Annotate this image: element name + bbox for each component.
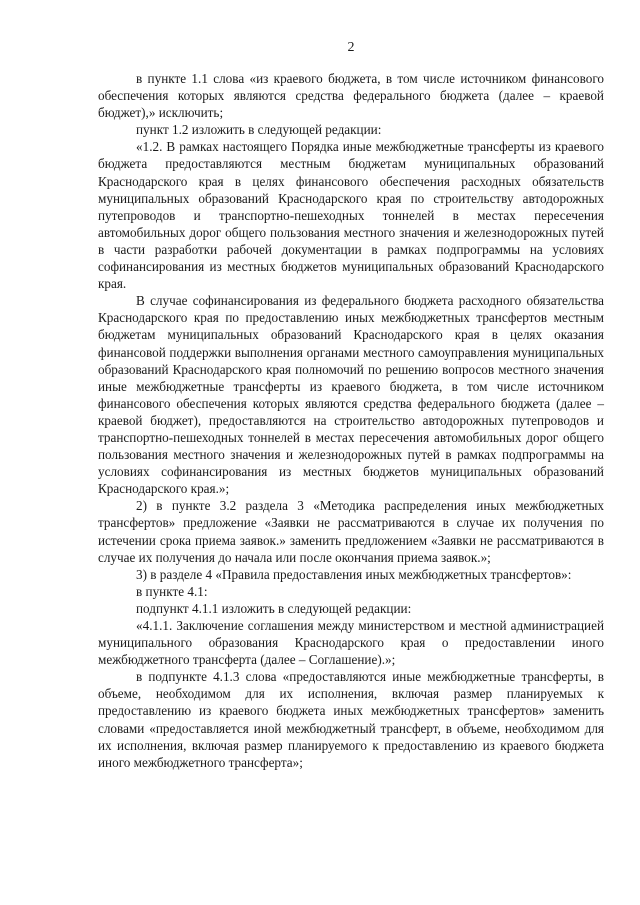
paragraph-subclause-4-1-3: в подпункте 4.1.3 слова «предоставляются иные межбюджетные трансферты, в объеме, необходимом для их исполнения, включая размер планируемых к предоставлению из краевого бюджета иных межбюджетных трансфертов» заменить словами «предоставляется иной межбюджетный трансферт, в объеме, необходимом для их исполнения, включая размер планируемого к предоставлению из краевого бюджета иного межбюджетного трансферта»; bbox=[98, 669, 604, 770]
paragraph-clause-1-2-text: «1.2. В рамках настоящего Порядка иные межбюджетные трансферты из краевого бюджета предоставляются местным бюджетам муниципальных образований Краснодарского края в целях финансового обеспечения расходных обязательств муниципальных образований Краснодарского края по строительству автодорожных путепроводов и транспортно-пешеходных тоннелей в местах пересечения автомобильных дорог общего пользования местного значения и железнодорожных путей в части разработки рабочей документации в рамках подпрограммы на условиях софинансирования из местных бюджетов муниципальных образований Краснодарского края. bbox=[98, 139, 604, 292]
paragraph-subclause-4-1-1-text: «4.1.1. Заключение соглашения между министерством и местной администрацией муниципального образования Краснодарского края о предоставлении иного межбюджетного трансферта (далее – Соглашение).»; bbox=[98, 618, 604, 668]
paragraph-clause-1-2-intro: пункт 1.2 изложить в следующей редакции: bbox=[136, 122, 382, 138]
paragraph-subclause-4-1-1-intro: подпункт 4.1.1 изложить в следующей редакции: bbox=[136, 600, 412, 616]
page-number: 2 bbox=[347, 40, 355, 55]
paragraph-clause-1-1: в пункте 1.1 слова «из краевого бюджета, в том числе источником финансового обеспечения которых являются средства федерального бюджета (далее – краевой бюджет),» исключить; bbox=[98, 71, 604, 121]
paragraph-clause-4-1: в пункте 4.1: bbox=[136, 583, 208, 599]
paragraph-item-3: 3) в разделе 4 «Правила предоставления иных межбюджетных трансфертов»: bbox=[136, 566, 572, 582]
paragraph-cofinancing: В случае софинансирования из федерального бюджета расходного обязательства Краснодарского края по предоставлению иных межбюджетных трансфертов местным бюджетам муниципальных образований Краснодарского края в целях оказания финансовой поддержки выполнения органами местного самоуправления муниципальных образований Краснодарского края полномочий по решению вопросов местного значения иные межбюджетные трансферты из краевого бюджета, в том числе источником финансового обеспечения которых являются средства федерального бюджета (далее – краевой бюджет), предоставляются на строительство автодорожных путепроводов и транспортно-пешеходных тоннелей в местах пересечения автомобильных дорог общего пользования местного значения и железнодорожных путей в рамках подпрограммы на условиях софинансирования из местных бюджетов муниципальных образований Краснодарского края.»; bbox=[98, 293, 604, 497]
paragraph-item-2: 2) в пункте 3.2 раздела 3 «Методика распределения иных межбюджетных трансфертов» предложение «Заявки не рассматриваются в случае их получения по истечении срока приема заявок.» заменить предложением «Заявки не рассматриваются в случае их получения до начала или после окончания приема заявок.»; bbox=[98, 498, 604, 565]
